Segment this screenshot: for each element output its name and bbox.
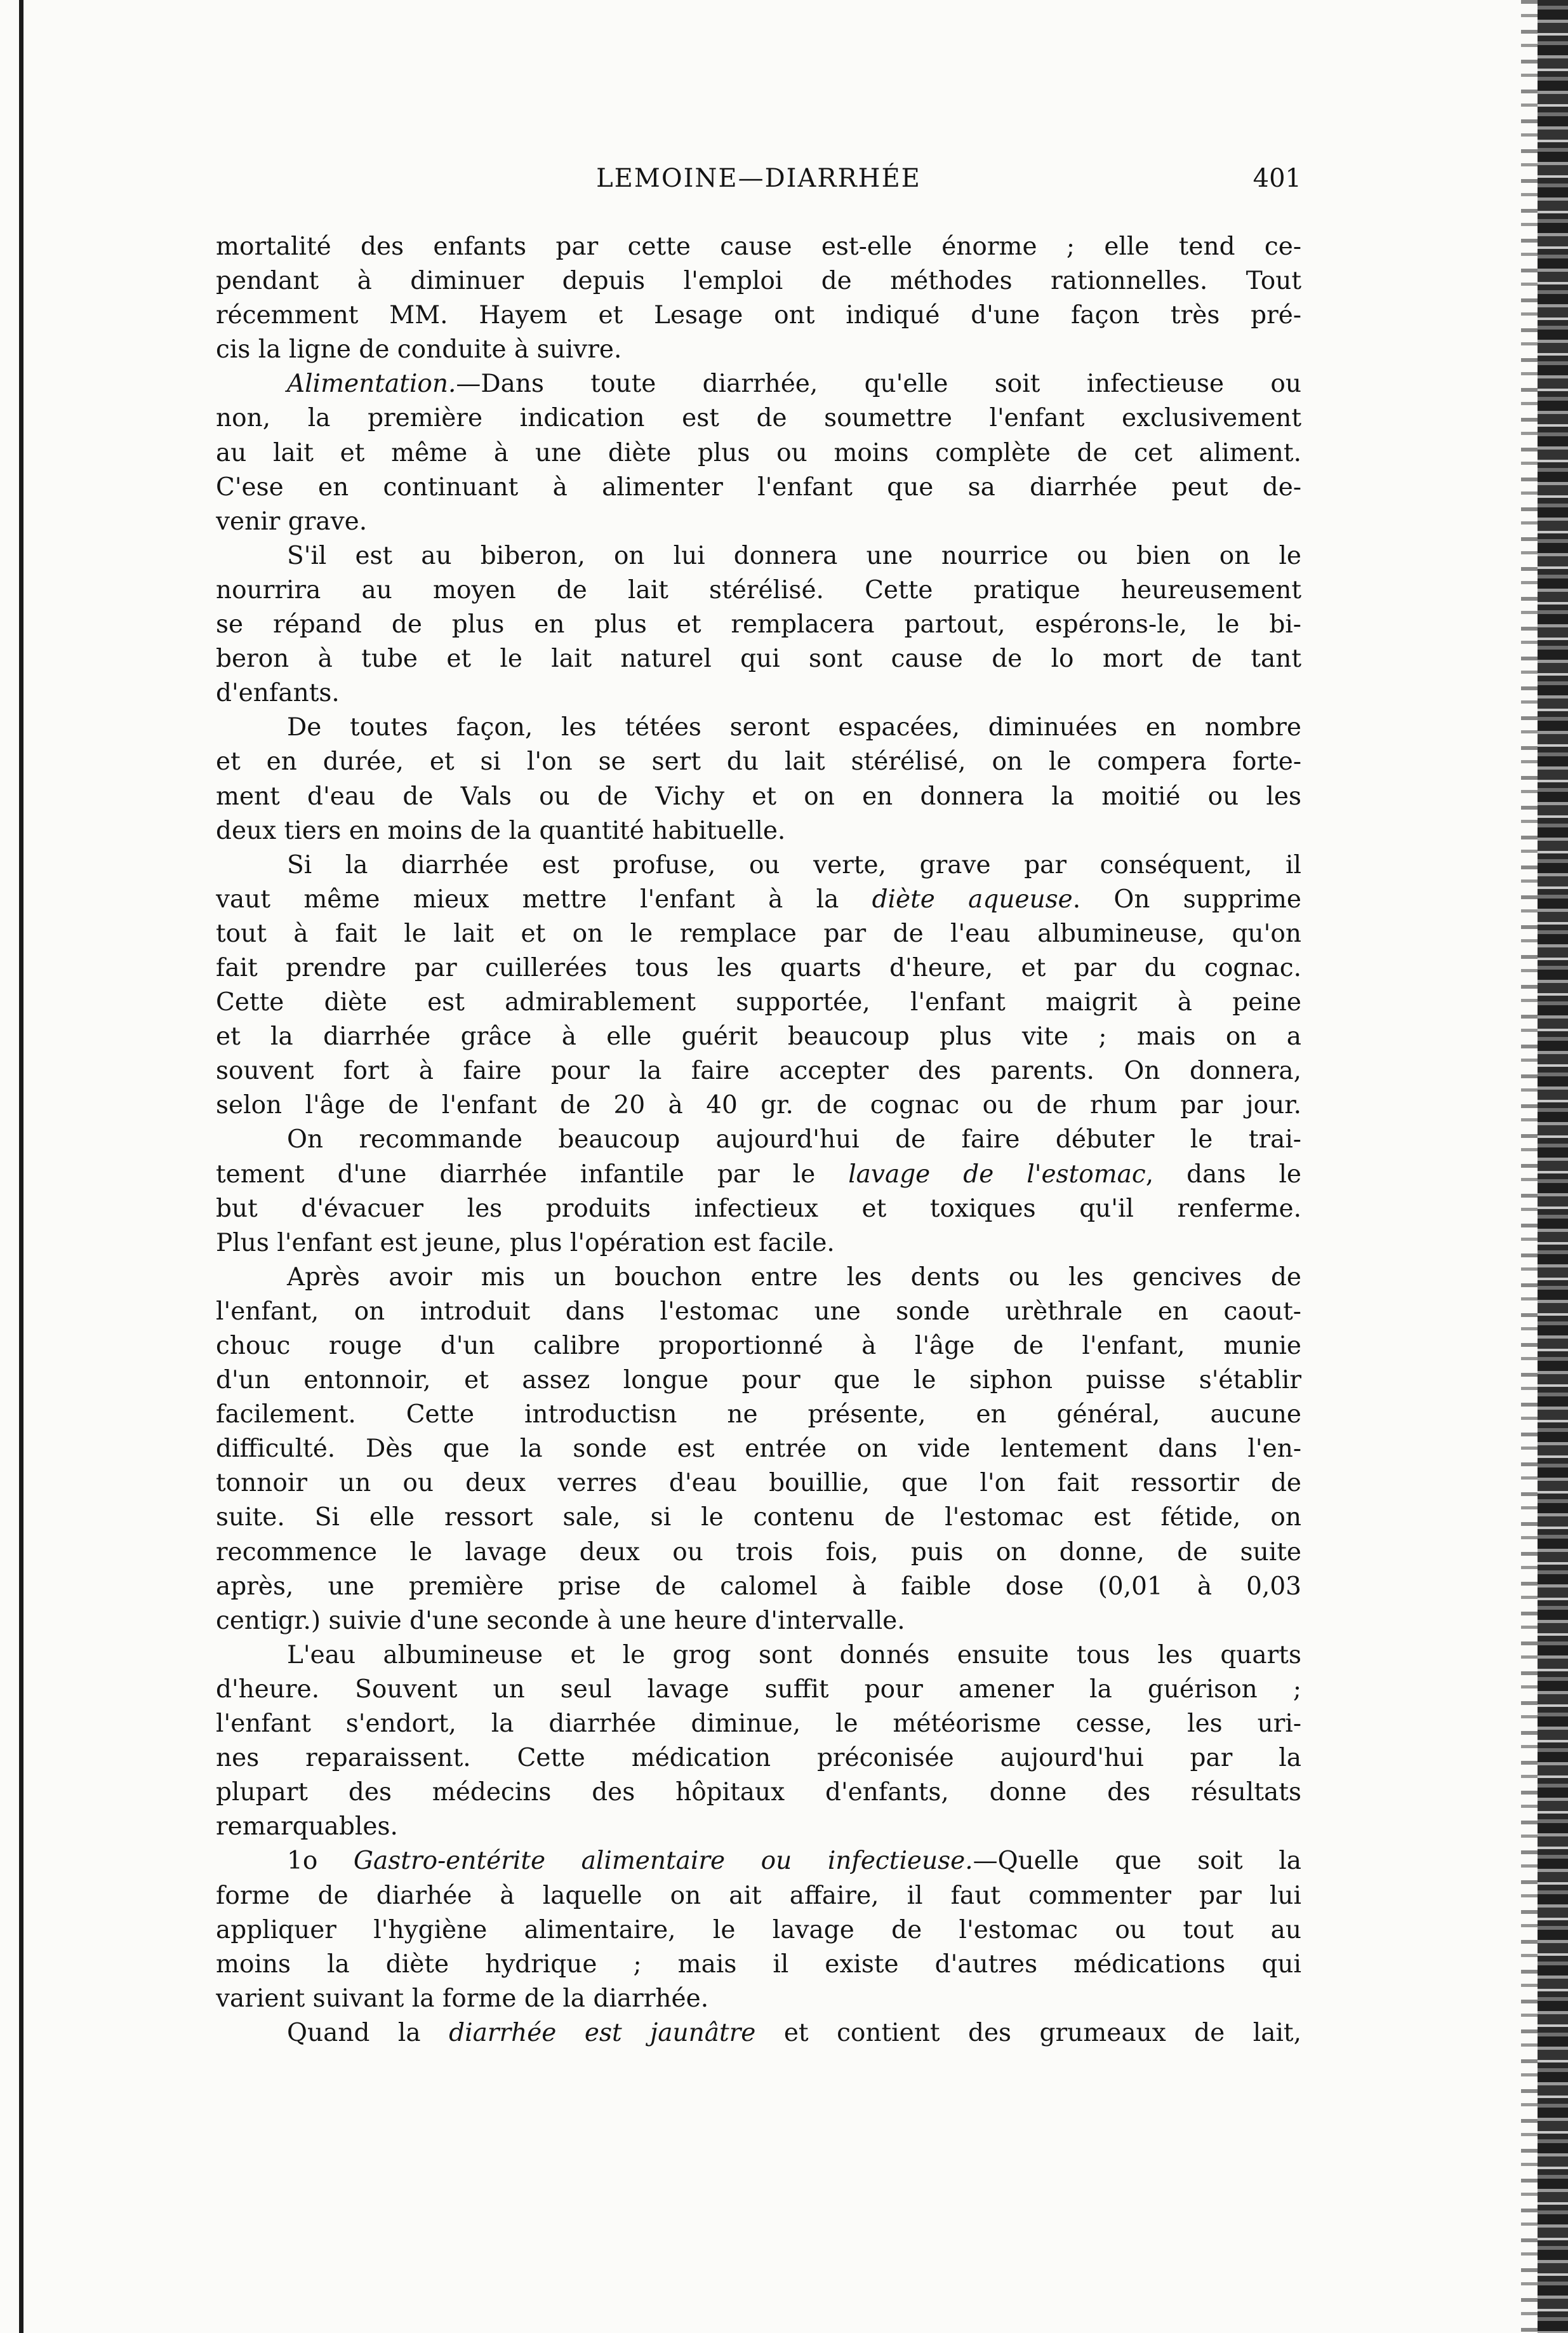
text-line [216,1707,1301,1741]
text-line [216,642,1301,676]
text-run: facilement. Cette introductisn ne présente, en général, aucune [216,1400,1301,1429]
text-run: selon l'âge de l'enfant de 20 à 40 gr. de cognac ou de rhum par jour. [216,1091,1301,1120]
text-run: pendant à diminuer depuis l'emploi de méthodes rationnelles. Tout [216,267,1301,296]
text-line [216,1398,1301,1432]
page-number: 401 [1252,164,1301,193]
text-line [216,1158,1301,1192]
text-line [216,1741,1301,1775]
text-run: se répand de plus en plus et remplacera partout, espérons-le, le bi- [216,610,1301,639]
text-line [216,436,1301,471]
text-line [216,333,1301,367]
text-line [216,1879,1301,1913]
text-line [216,1673,1301,1707]
text-line [216,1260,1301,1295]
text-run: récemment MM. Hayem et Lesage ont indiqué d'une façon très pré- [216,301,1301,330]
text-run: On recommande beaucoup aujourd'hui de faire débuter le trai- [287,1125,1301,1154]
text-run: d'un entonnoir, et assez longue pour que le siphon puisse s'établir [216,1366,1301,1395]
text-line [216,676,1301,711]
text-line [216,1054,1301,1088]
text-line [216,1363,1301,1398]
text-run: tout à fait le lait et on le remplace par de l'eau albumineuse, qu'on [216,919,1301,948]
text-line [216,1844,1301,1878]
italic-text: Alimentation. [287,370,456,399]
text-run: 1o [287,1847,354,1876]
text-line [216,1604,1301,1638]
text-run: suite. Si elle ressort sale, si le contenu de l'estomac est fétide, on [216,1503,1301,1532]
text-run: tonnoir un ou deux verres d'eau bouillie, que l'on fait ressortir de [216,1469,1301,1498]
text-run: centigr.) suivie d'une seconde à une heure d'intervalle. [216,1606,905,1635]
text-line [216,1192,1301,1226]
text-run: moins la diète hydrique ; mais il existe d'autres médications qui [216,1949,1301,1979]
text-line [216,401,1301,436]
text-line [216,986,1301,1020]
text-line [216,505,1301,539]
text-run: remarquables. [216,1812,398,1842]
text-line [216,1948,1301,1982]
running-title: LEMOINE—DIARRHÉE [596,164,921,193]
text-run: , dans le [1145,1160,1301,1189]
text-line [216,1982,1301,2016]
text-line [216,1810,1301,1844]
text-line [216,711,1301,745]
text-run: venir grave. [216,507,368,536]
text-line [216,1329,1301,1363]
text-run: au lait et même à une diète plus ou moins complète de cet aliment. [216,438,1301,467]
text-run: beron à tube et le lait naturel qui sont cause de lo mort de tant [216,645,1301,674]
text-line [216,2016,1301,2050]
page-edge-shadow [1521,0,1538,2333]
text-line [216,230,1301,264]
italic-text: diarrhée est jaunâtre [449,2018,756,2047]
text-run: . On supprime [1072,885,1301,914]
text-run: Si la diarrhée est profuse, ou verte, grave par conséquent, il [287,850,1301,879]
text-run: tement d'une diarrhée infantile par le [216,1160,849,1189]
text-run: forme de diarhée à laquelle on ait affaire, il faut commenter par lui [216,1881,1301,1910]
text-run: S'il est au biberon, on lui donnera une nourrice ou bien on le [287,541,1301,570]
text-run: et en durée, et si l'on se sert du lait stérélisé, on le compera forte- [216,747,1301,777]
text-run: mortalité des enfants par cette cause est-elle énorme ; elle tend ce- [216,232,1301,261]
text-line [216,917,1301,951]
text-run: Après avoir mis un bouchon entre les dents ou les gencives de [287,1262,1301,1292]
text-line [216,1226,1301,1260]
text-line [216,1123,1301,1157]
body-text [216,230,1301,2050]
text-run: plupart des médecins des hôpitaux d'enfants, donne des résultats [216,1778,1301,1807]
text-line [216,951,1301,986]
text-run: non, la première indication est de soumettre l'enfant exclusivement [216,404,1301,433]
text-run: De toutes façon, les tétées seront espacées, diminuées en nombre [287,713,1301,742]
text-run: d'enfants. [216,679,340,708]
text-line [216,1020,1301,1054]
text-line [216,883,1301,917]
text-run: ment d'eau de Vals ou de Vichy et on en donnera la moitié ou les [216,782,1301,811]
text-run: but d'évacuer les produits infectieux et toxiques qu'il renferme. [216,1194,1301,1223]
text-run: l'enfant, on introduit dans l'estomac une sonde urèthrale en caout- [216,1297,1301,1326]
text-run: recommence le lavage deux ou trois fois, puis on donne, de suite [216,1537,1301,1567]
text-run: —Dans toute diarrhée, qu'elle soit infectieuse ou [456,370,1301,399]
page-edge-scan-artifact [1538,0,1568,2333]
text-line [216,1295,1301,1329]
italic-text: Gastro-entérite alimentaire ou infectieuse. [353,1847,973,1876]
text-run: et la diarrhée grâce à elle guérit beaucoup plus vite ; mais on a [216,1022,1301,1052]
text-run: l'enfant s'endort, la diarrhée diminue, le météorisme cesse, les uri- [216,1709,1301,1739]
text-line [216,1432,1301,1466]
text-line [216,367,1301,401]
text-line [216,573,1301,608]
text-run: après, une première prise de calomel à faible dose (0,01 à 0,03 [216,1572,1301,1601]
text-run: appliquer l'hygiène alimentaire, le lavage de l'estomac ou tout au [216,1915,1301,1944]
text-run: Quand la [287,2018,449,2047]
text-line [216,1913,1301,1948]
text-run: —Quelle que soit la [973,1847,1301,1876]
text-line [216,264,1301,298]
italic-text: lavage de l'estomac [848,1160,1146,1189]
text-line [216,1535,1301,1570]
text-run: nes reparaissent. Cette médication préconisée aujourd'hui par la [216,1744,1301,1773]
italic-text: diète aqueuse [872,885,1073,914]
text-line [216,1466,1301,1501]
text-line [216,848,1301,883]
text-line [216,539,1301,573]
text-run: vaut même mieux mettre l'enfant à la [216,885,872,914]
text-line [216,745,1301,779]
text-run: souvent fort à faire pour la faire accepter des parents. On donnera, [216,1057,1301,1086]
text-run: difficulté. Dès que la sonde est entrée on vide lentement dans l'en- [216,1434,1301,1464]
text-run: chouc rouge d'un calibre proportionné à l'âge de l'enfant, munie [216,1332,1301,1360]
text-line [216,1570,1301,1604]
text-run: Cette diète est admirablement supportée, l'enfant maigrit à peine [216,988,1301,1017]
text-line [216,1638,1301,1673]
text-line [216,471,1301,505]
text-run: cis la ligne de conduite à suivre. [216,335,622,364]
text-line [216,1501,1301,1535]
text-line [216,298,1301,333]
text-run: L'eau albumineuse et le grog sont donnés ensuite tous les quarts [287,1640,1301,1669]
text-line [216,814,1301,848]
binding-edge-rule [19,0,23,2333]
text-run: C'ese en continuant à alimenter l'enfant que sa diarrhée peut de- [216,472,1301,502]
text-line [216,1088,1301,1123]
text-run: et contient des grumeaux de lait, [755,2018,1301,2047]
text-run: nourrira au moyen de lait stérélisé. Cette pratique heureusement [216,575,1301,605]
text-line [216,608,1301,642]
text-run: Plus l'enfant est jeune, plus l'opération est facile. [216,1228,835,1257]
text-run: d'heure. Souvent un seul lavage suffit pour amener la guérison ; [216,1675,1301,1704]
text-run: varient suivant la forme de la diarrhée. [216,1984,709,2013]
page-header [216,164,1301,202]
text-line [216,1775,1301,1810]
text-run: deux tiers en moins de la quantité habituelle. [216,816,786,845]
text-line [216,780,1301,814]
text-run: fait prendre par cuillerées tous les quarts d'heure, et par du cognac. [216,953,1301,982]
